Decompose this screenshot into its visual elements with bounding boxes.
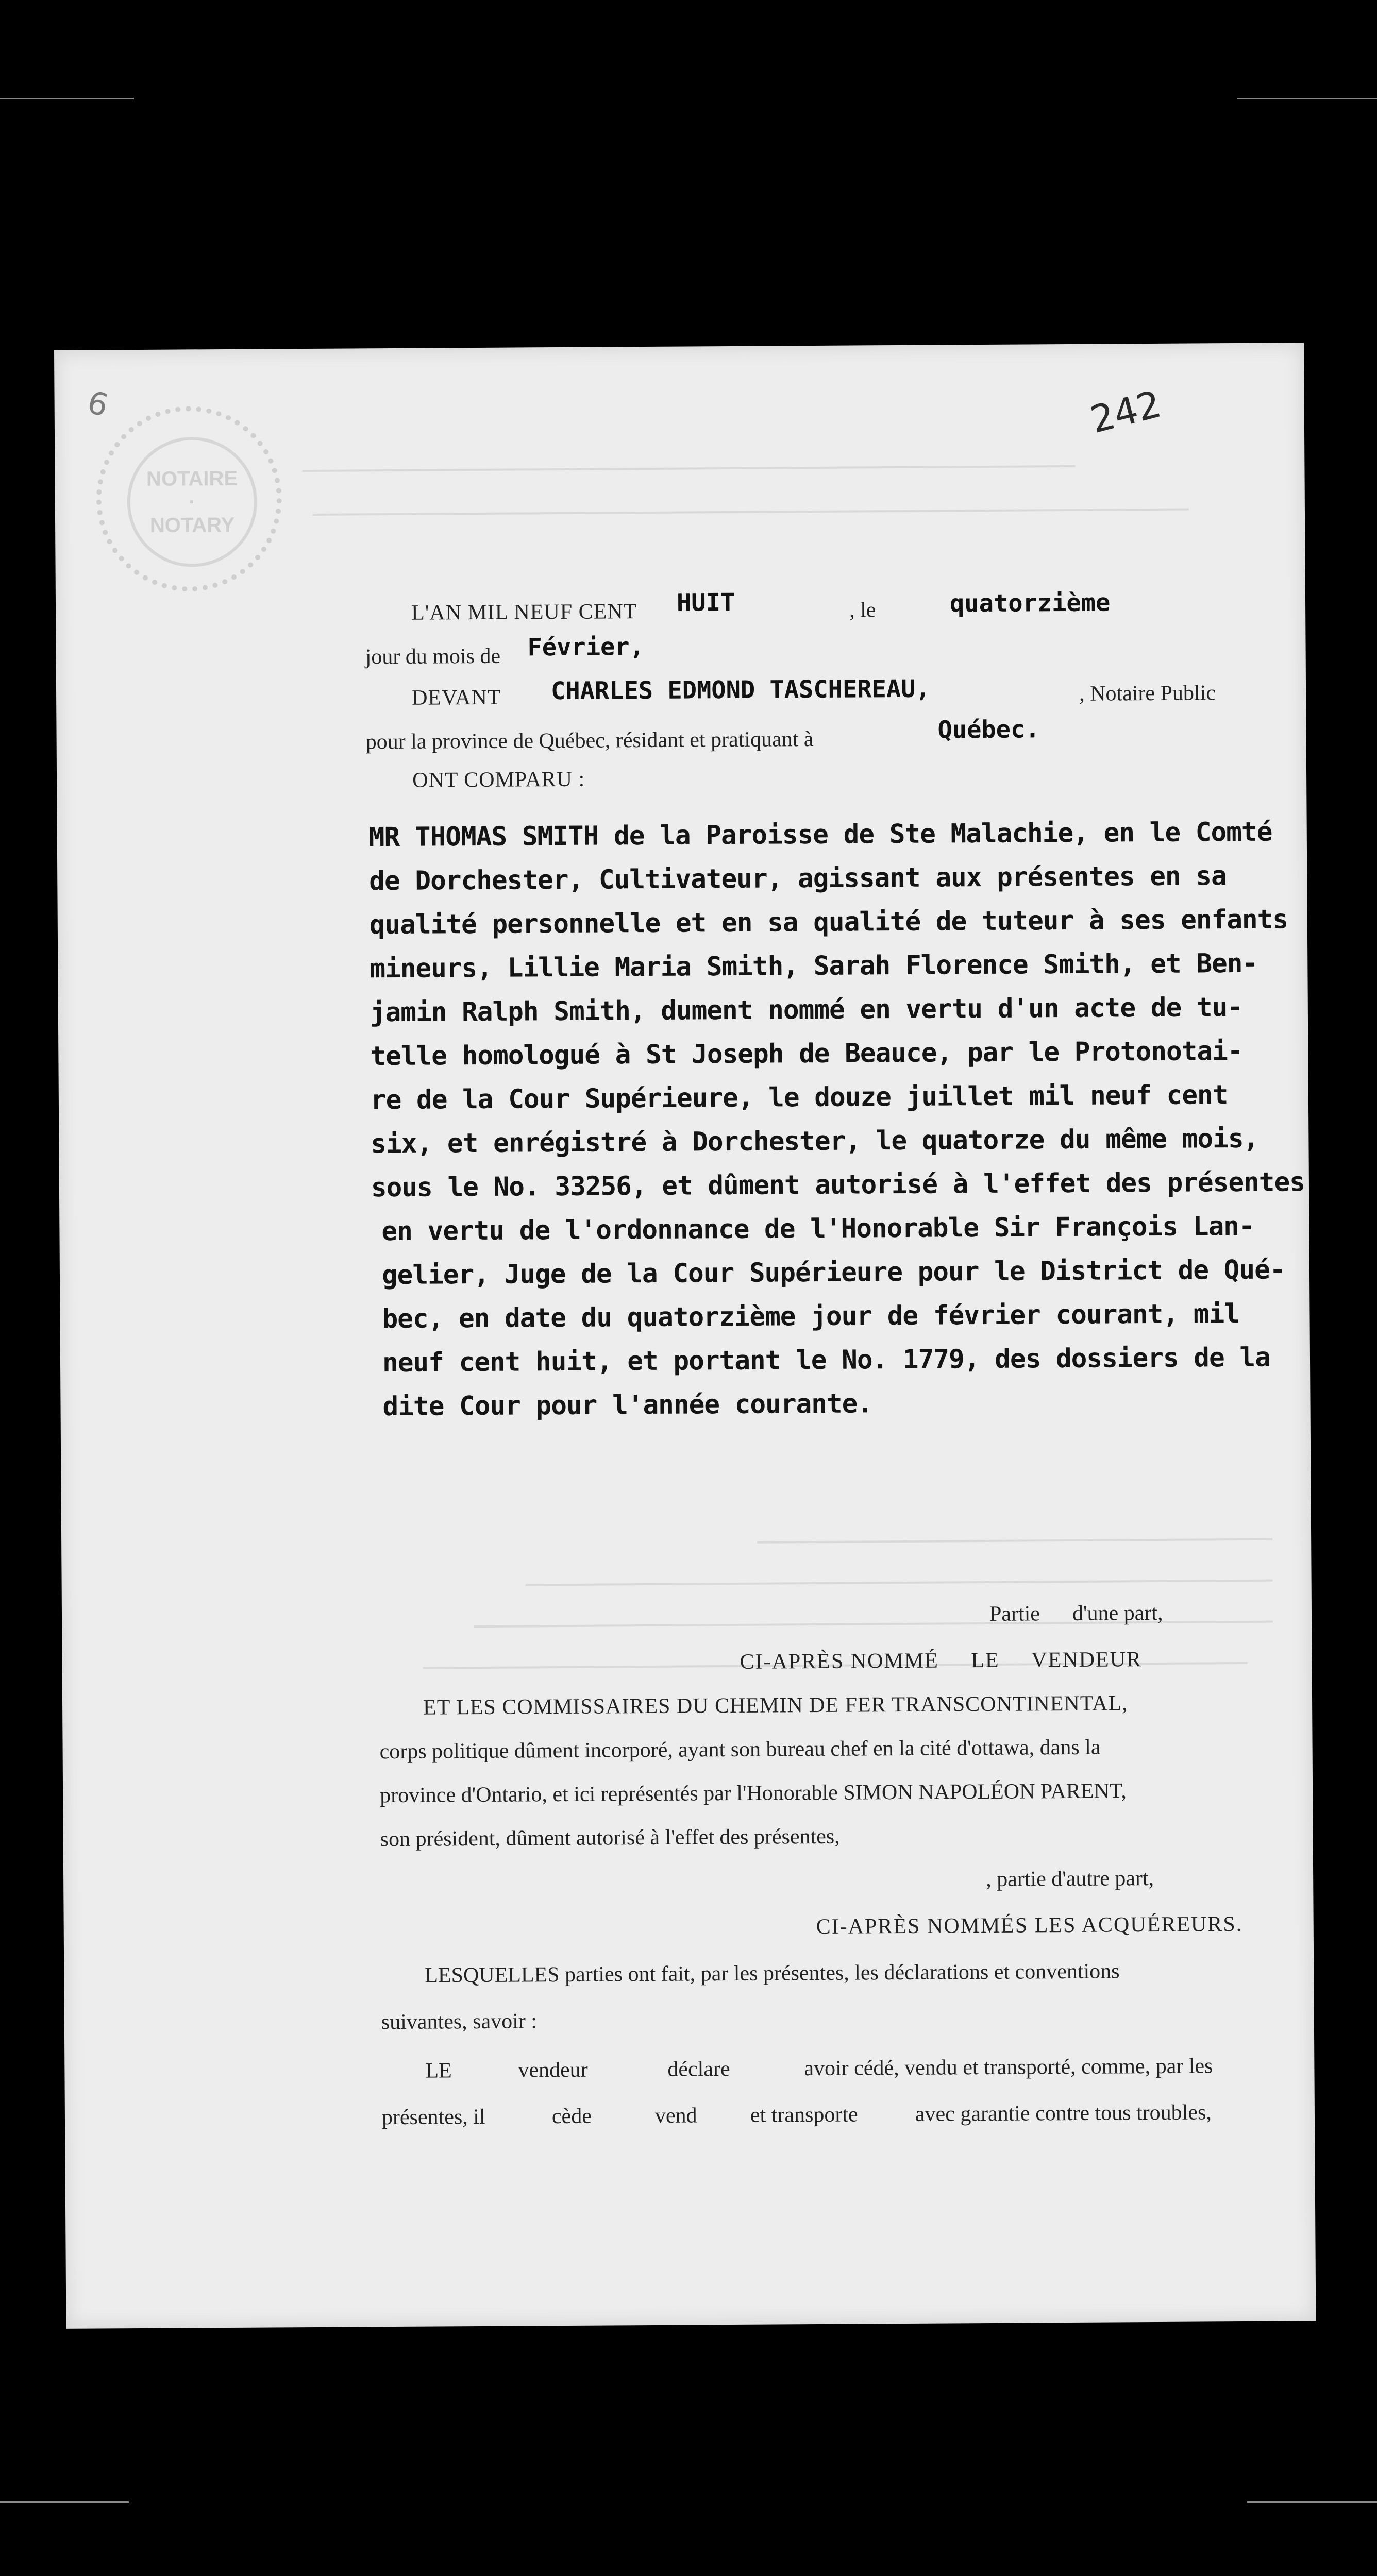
vendor-line: MR THOMAS SMITH de la Paroisse de Ste Malachie, en le Comté [368, 817, 1272, 853]
folio-number: 242 [1086, 382, 1166, 442]
film-edge-right-top [1237, 98, 1377, 99]
final-line-2-word: avec garantie contre tous troubles, [915, 2100, 1212, 2126]
final-line-1-word: LE [425, 2059, 452, 2083]
le-label: , le [849, 598, 876, 622]
notarial-deed-page [54, 343, 1316, 2329]
corner-mark: 6 [83, 384, 112, 425]
vendor-line: en vertu de l'ordonnance de l'Honorable Sir François Lan- [381, 1211, 1254, 1247]
film-edge-left-bottom [0, 2501, 129, 2503]
film-edge-right-bottom [1247, 2501, 1377, 2503]
final-line-2-word: cède [551, 2104, 592, 2129]
partie-autre-part: , partie d'autre part, [986, 1867, 1154, 1892]
final-line-2-word: vend [654, 2104, 697, 2128]
vendor-line: neuf cent huit, et portant le No. 1779, des dossiers de la [382, 1342, 1271, 1379]
vendor-line: gelier, Juge de la Cour Supérieure pour le District de Qué- [381, 1255, 1285, 1291]
lesquelles-line: suivantes, savoir : [381, 2009, 538, 2035]
final-line-1-word: avoir cédé, vendu et transporté, comme, par les [804, 2054, 1213, 2081]
vendor-line: qualité personnelle et en sa qualité de tuteur à ses enfants [369, 904, 1288, 941]
vendor-line: dite Cour pour l'année courante. [382, 1388, 873, 1422]
month-label: jour du mois de [365, 644, 501, 669]
notary-name: CHARLES EDMOND TASCHEREAU, [550, 674, 930, 706]
notary-seal [96, 405, 282, 592]
final-line-1-word: vendeur [518, 2058, 588, 2082]
vendor-line: mineurs, Lillie Maria Smith, Sarah Florence Smith, et Ben- [370, 948, 1258, 985]
ci-apres-vendeur: CI-APRÈS NOMMÉ LE VENDEUR [740, 1648, 1143, 1674]
final-line-2-word: et transporte [750, 2103, 858, 2127]
purchaser-line: son président, dûment autorisé à l'effet des présentes, [380, 1824, 840, 1852]
day-value: quatorzième [949, 588, 1111, 618]
province-label: pour la province de Québec, résidant et pratiquant à [365, 727, 814, 754]
lesquelles-line: LESQUELLES parties ont fait, par les présentes, les déclarations et conventions [425, 1959, 1120, 1988]
city-value: Québec. [937, 715, 1040, 744]
vendor-line: telle homologué à St Joseph de Beauce, par le Protonotai- [370, 1036, 1243, 1072]
notary-title: , Notaire Public [1079, 681, 1216, 706]
film-edge-left-top [0, 98, 134, 99]
faded-backprint [313, 509, 1189, 516]
vendor-line: jamin Ralph Smith, dument nommé en vertu d'un acte de tu- [370, 992, 1243, 1028]
faded-backprint [302, 465, 1075, 472]
devant-label: DEVANT [411, 685, 501, 710]
purchaser-line: ET LES COMMISSAIRES DU CHEMIN DE FER TRANSCONTINENTAL, [423, 1691, 1128, 1720]
year-label: L'AN MIL NEUF CENT [411, 600, 637, 625]
partie-une-part: Partie d'une part, [989, 1601, 1163, 1626]
year-value: HUIT [676, 588, 735, 617]
vendor-line: bec, en date du quatorzième jour de février courant, mil [382, 1298, 1240, 1335]
ci-apres-acquereurs: CI-APRÈS NOMMÉS LES ACQUÉREURS. [816, 1912, 1243, 1939]
seal-line-2: · [188, 490, 196, 513]
faded-backprint [757, 1538, 1272, 1544]
seal-line-1: NOTAIRE [146, 467, 238, 490]
faded-backprint [526, 1580, 1273, 1586]
final-line-1-word: déclare [667, 2057, 730, 2081]
final-line-2-word: présentes, il [381, 2105, 485, 2130]
vendor-line: sous le No. 33256, et dûment autorisé à l'effet des présentes [371, 1167, 1305, 1204]
purchaser-line: province d'Ontario, et ici représentés par l'Honorable SIMON NAPOLÉON PARENT, [380, 1779, 1127, 1808]
comparu-label: ONT COMPARU : [412, 767, 585, 792]
purchaser-line: corps politique dûment incorporé, ayant son bureau chef en la cité d'ottawa, dans la [379, 1735, 1101, 1764]
vendor-line: six, et enrégistré à Dorchester, le quatorze du même mois, [371, 1123, 1259, 1160]
seal-line-3: NOTARY [149, 513, 235, 537]
vendor-line: de Dorchester, Cultivateur, agissant aux présentes en sa [369, 861, 1227, 897]
vendor-line: re de la Cour Supérieure, le douze juillet mil neuf cent [370, 1080, 1228, 1116]
month-value: Février, [527, 633, 645, 662]
